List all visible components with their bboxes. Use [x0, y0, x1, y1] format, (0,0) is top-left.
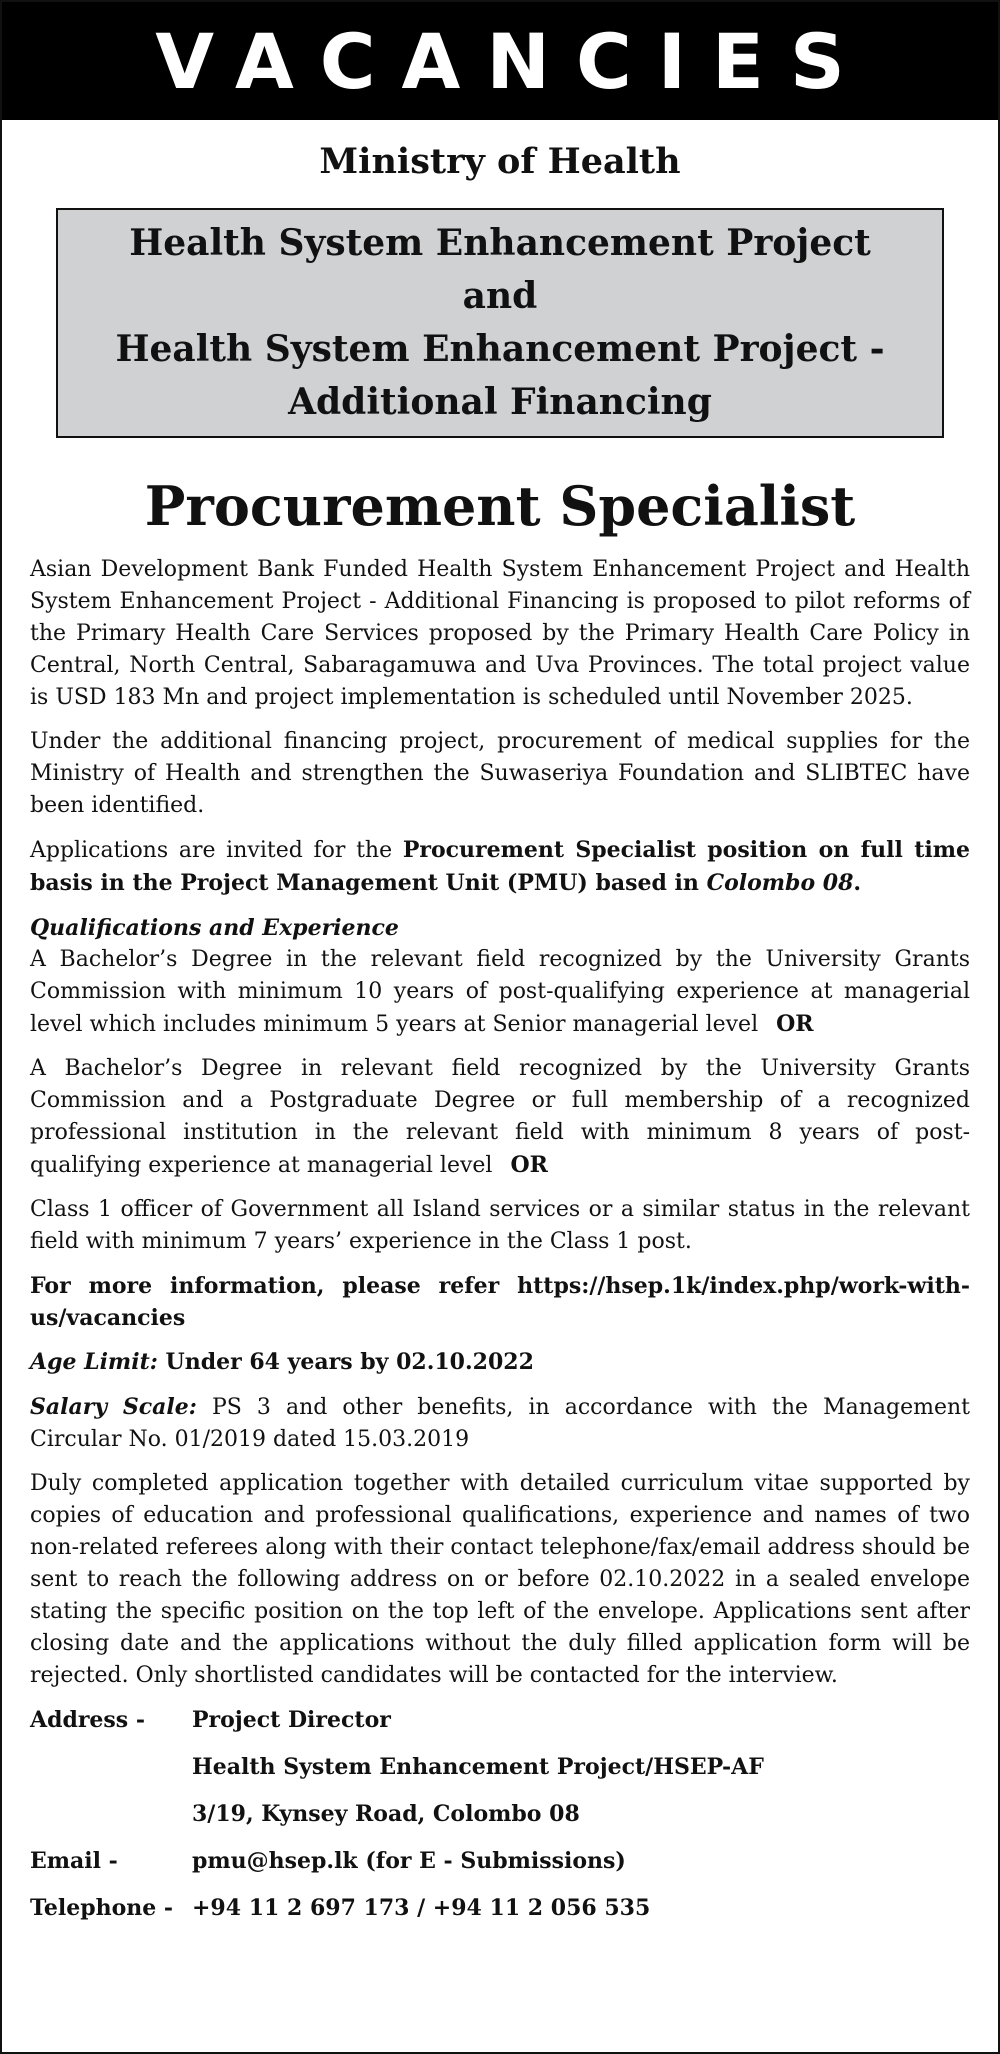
age-limit [30, 1346, 970, 1379]
more-info-link[interactable]: For more information, please refer https://hsep.1k/index.php/work-with-us/vacancies [30, 1273, 970, 1331]
email-label: Email - [30, 1848, 118, 1874]
qualifications-heading: Qualifications and Experience [30, 915, 399, 941]
project-title-box [56, 208, 944, 438]
address-line-2: Health System Enhancement Project/HSEP-AF [192, 1754, 764, 1780]
project-title-line-4: Additional Financing [288, 381, 712, 423]
salary-scale-label: Salary Scale: [30, 1394, 197, 1420]
qualification-option-1-text: A Bachelor’s Degree in the relevant field recognized by the University Grants Commission with minimum 10 years of post-qualifying experience at managerial level which includes minimum 5 years at Senior managerial level [30, 947, 970, 1037]
age-limit-label: Age Limit: [30, 1349, 158, 1375]
position-title: Procurement Specialist [144, 474, 856, 538]
qualification-option-2 [30, 1053, 970, 1182]
salary-scale [30, 1391, 970, 1456]
project-title-line-1: Health System Enhancement Project [129, 222, 871, 264]
telephone-label: Telephone - [30, 1895, 174, 1921]
intro-paragraph: Asian Development Bank Funded Health System Enhancement Project and Health System Enhancement Project - Additional Financing is proposed to pilot reforms of the Primary Health Care Services proposed by the Primary Health Care Policy in Central, North Central, Sabaragamuwa and Uva Provinces. The total project value is USD 183 Mn and project implementation is scheduled until November 2025. [30, 557, 970, 710]
additional-financing-paragraph: Under the additional financing project, procurement of medical supplies for the Ministry of Health and strengthen the Suwaseriya Foundation and SLIBTEC have been identified. [30, 729, 970, 818]
project-title-line-2: and [462, 275, 538, 317]
age-limit-value: Under 64 years by 02.10.2022 [157, 1349, 534, 1375]
invitation-location: Colombo 08 [706, 870, 854, 896]
salary-scale-value: PS 3 and other benefits, in accordance with the Management Circular No. 01/2019 dated 15.03.2019 [30, 1395, 970, 1452]
or-label-2: OR [510, 1152, 548, 1178]
address-label: Address - [30, 1707, 145, 1733]
project-title-line-3: Health System Enhancement Project - [115, 328, 885, 370]
ad-body [2, 546, 998, 1925]
application-instructions: Duly completed application together with detailed curriculum vitae supported by copies of education and professional qualifications, experience and names of two non-related referees along with their contact telephone/fax/email address should be sent to reach the following address on or before 02.10.2022 in a sealed envelope stating the specific position on the top left of the envelope. Applications sent after closing date and the applications without the duly filled application form will be rejected. Only shortlisted candidates will be contacted for the interview. [30, 1471, 970, 1688]
address-spacer-2 [30, 1798, 192, 1831]
contact-details [30, 1704, 970, 1925]
address-line-1: Project Director [192, 1707, 391, 1733]
qualification-option-1 [30, 944, 970, 1041]
telephone-value[interactable]: +94 11 2 697 173 / +94 11 2 056 535 [192, 1895, 651, 1921]
address-spacer-1 [30, 1751, 192, 1784]
address-line-3: 3/19, Kynsey Road, Colombo 08 [192, 1801, 580, 1827]
or-label-1: OR [776, 1011, 814, 1037]
invitation-end: . [853, 870, 862, 896]
qualification-option-2-text: A Bachelor’s Degree in relevant field recognized by the University Grants Commission and a Postgraduate Degree or full membership of a recognized professional institution in the relevant field with minimum 8 years of post-qualifying experience at managerial level [30, 1056, 970, 1178]
email-value[interactable]: pmu@hsep.lk (for E - Submissions) [192, 1848, 626, 1874]
invitation-paragraph [30, 834, 970, 900]
invitation-prefix: Applications are invited for the [30, 838, 403, 863]
vacancies-banner: VACANCIES [2, 2, 998, 120]
ministry-name: Ministry of Health [319, 141, 681, 182]
invitation-position: Procurement Specialist position on full time basis in the Project Management Unit (PMU) based in [30, 837, 970, 896]
qualification-option-3: Class 1 officer of Government all Island services or a similar status in the relevant field with minimum 7 years’ experience in the Class 1 post. [30, 1197, 970, 1254]
